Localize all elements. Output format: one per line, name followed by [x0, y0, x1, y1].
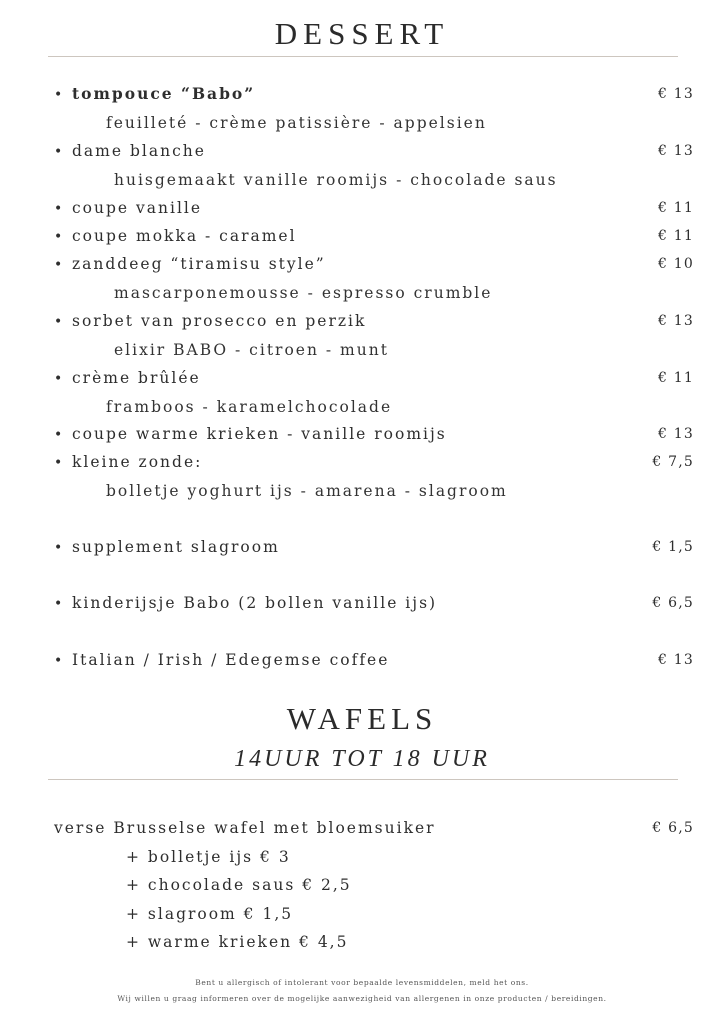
item-description: bolletje yoghurt ijs - amarena - slagroom	[106, 482, 508, 500]
bullet-icon: •	[54, 455, 65, 471]
bullet-icon: •	[54, 427, 65, 443]
item-name: tompouce “Babo”	[72, 84, 256, 103]
menu-item-coupe-vanille	[54, 196, 694, 220]
item-price: € 7,5	[652, 454, 694, 470]
wafel-extra: + chocolade saus € 2,5	[126, 876, 352, 894]
item-description: framboos - karamelchocolade	[106, 398, 393, 416]
item-description: huisgemaakt vanille roomijs - chocolade saus	[114, 171, 558, 189]
bullet-icon: •	[54, 144, 65, 160]
item-price: € 13	[658, 652, 694, 668]
allergy-notice: Bent u allergisch of intolerant voor bepaalde levensmiddelen, meld het ons.	[195, 978, 529, 987]
item-price: € 13	[658, 86, 694, 102]
item-name: kinderijsje Babo (2 bollen vanille ijs)	[72, 594, 438, 612]
item-price: € 11	[658, 370, 694, 386]
item-name: crème brûlée	[72, 369, 201, 387]
item-name: kleine zonde:	[72, 453, 203, 471]
item-description: mascarponemousse - espresso crumble	[114, 284, 493, 302]
menu-item-wafel	[54, 816, 694, 840]
bullet-icon: •	[54, 201, 65, 217]
menu-item-zanddeeg	[54, 252, 694, 276]
wafels-divider	[48, 779, 678, 780]
item-name: Italian / Irish / Edegemse coffee	[72, 651, 390, 669]
menu-item-kinderijsje	[54, 591, 694, 615]
item-price: € 13	[658, 313, 694, 329]
item-name: coupe mokka - caramel	[72, 227, 297, 245]
bullet-icon: •	[54, 87, 65, 103]
bullet-icon: •	[54, 257, 65, 273]
item-description: elixir BABO - citroen - munt	[114, 341, 389, 359]
bullet-icon: •	[54, 596, 65, 612]
menu-item-sorbet	[54, 309, 694, 333]
wafel-extra: + warme krieken € 4,5	[126, 933, 349, 951]
dessert-divider	[48, 56, 678, 57]
item-price: € 10	[658, 256, 694, 272]
item-name: sorbet van prosecco en perzik	[72, 312, 367, 330]
item-price: € 1,5	[652, 539, 694, 555]
item-name: dame blanche	[72, 142, 206, 160]
wafels-title: WAFELS	[286, 701, 438, 736]
item-price: € 6,5	[652, 595, 694, 611]
bullet-icon: •	[54, 229, 65, 245]
wafel-extra: + bolletje ijs € 3	[126, 848, 291, 866]
menu-item-supplement	[54, 535, 694, 559]
bullet-icon: •	[54, 653, 65, 669]
bullet-icon: •	[54, 371, 65, 387]
menu-item-coffee	[54, 648, 694, 672]
item-name: supplement slagroom	[72, 538, 280, 556]
menu-item-dame-blanche	[54, 139, 694, 163]
item-name: coupe warme krieken - vanille roomijs	[72, 425, 447, 443]
item-description: feuilleté - crème patissière - appelsien	[106, 114, 487, 132]
item-price: € 11	[658, 200, 694, 216]
item-name: zanddeeg “tiramisu style”	[72, 255, 326, 273]
item-price: € 13	[658, 143, 694, 159]
menu-item-coupe-mokka	[54, 224, 694, 248]
item-name: coupe vanille	[72, 199, 203, 217]
item-price: € 13	[658, 426, 694, 442]
bullet-icon: •	[54, 314, 65, 330]
wafel-extra: + slagroom € 1,5	[126, 905, 294, 923]
menu-item-kleine-zonde	[54, 450, 694, 474]
dessert-title: DESSERT	[274, 16, 450, 51]
wafels-hours: 14UUR TOT 18 UUR	[234, 746, 490, 772]
menu-item-coupe-krieken	[54, 422, 694, 446]
bullet-icon: •	[54, 540, 65, 556]
allergy-info: Wij willen u graag informeren over de mogelijke aanwezigheid van allergenen in onze producten / bereidingen.	[117, 994, 607, 1003]
item-name: verse Brusselse wafel met bloemsuiker	[54, 819, 436, 837]
menu-item-tompouce	[54, 82, 694, 106]
item-price: € 6,5	[652, 820, 694, 836]
item-price: € 11	[658, 228, 694, 244]
menu-item-creme-brulee	[54, 366, 694, 390]
